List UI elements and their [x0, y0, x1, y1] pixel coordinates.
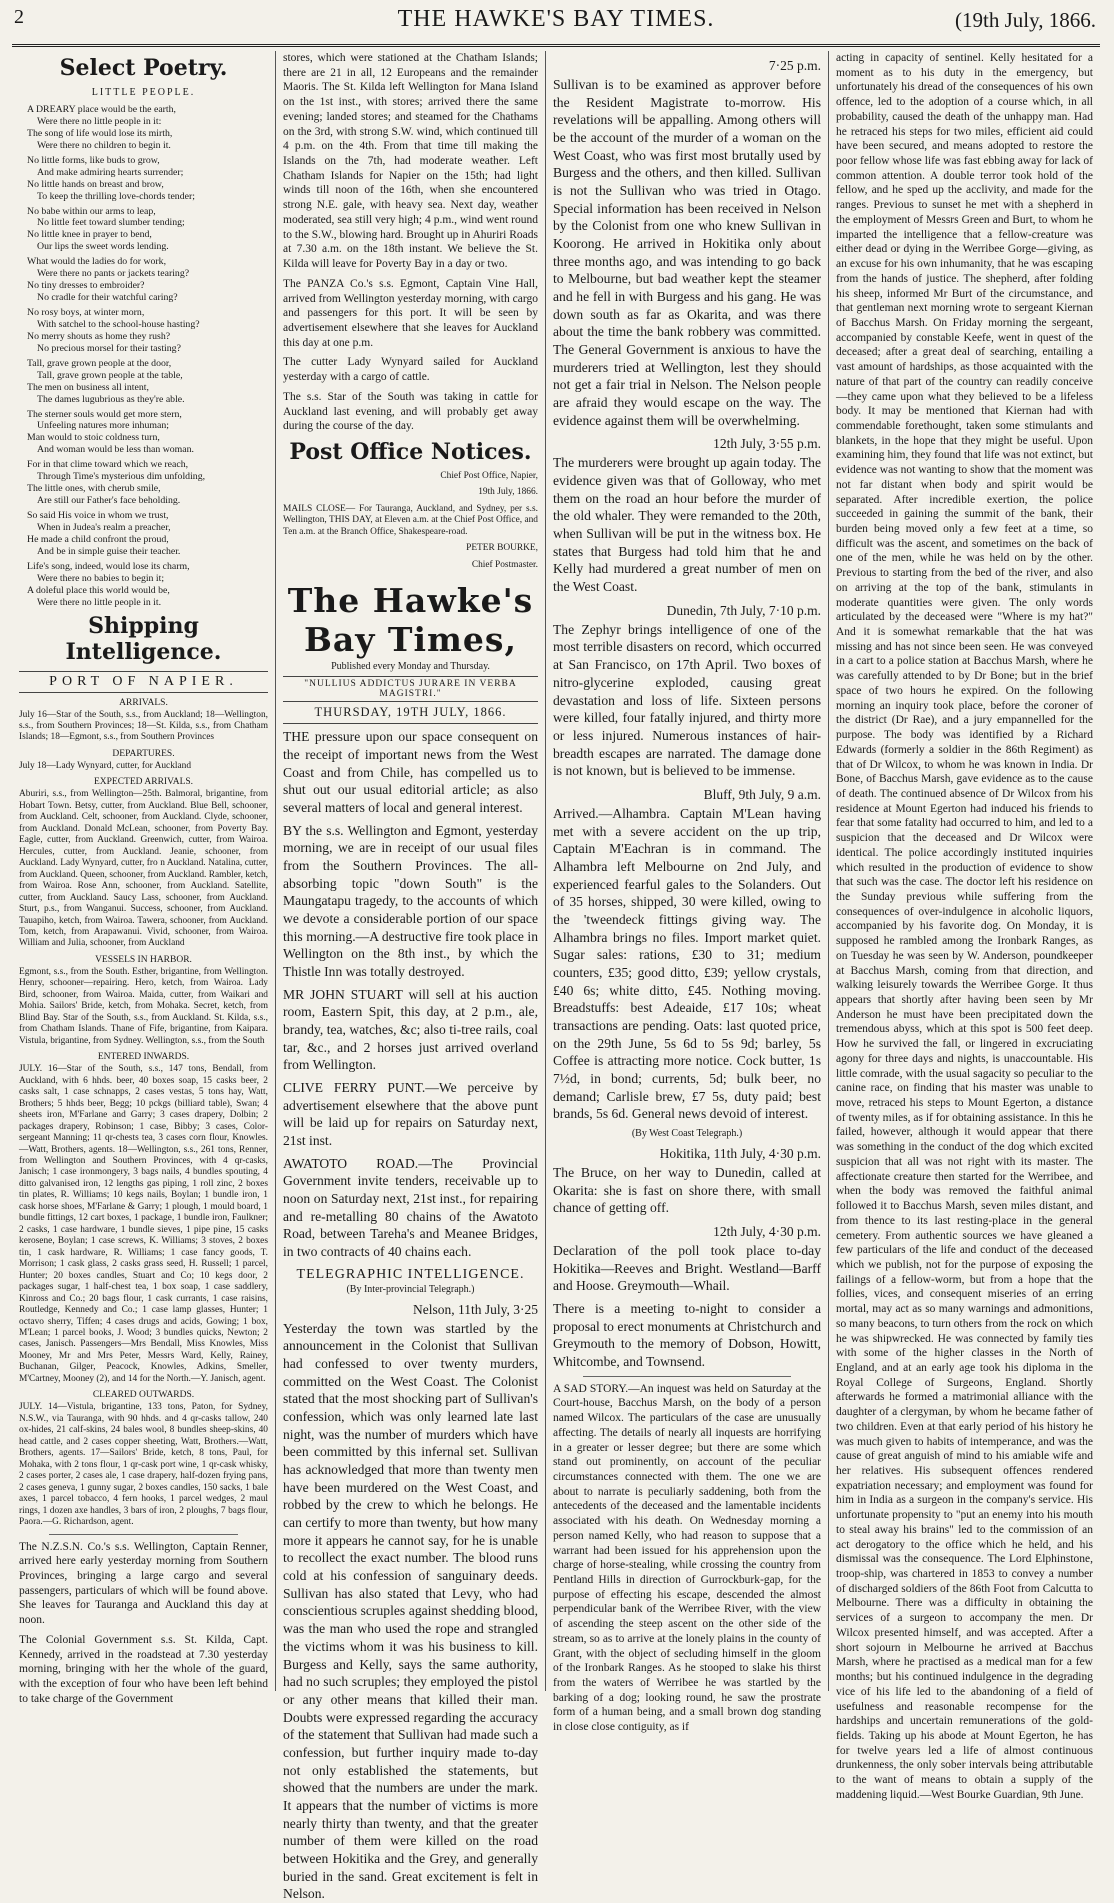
punt-notice: CLIVE FERRY PUNT.—We perceive by advertisement elsewhere that the above punt will be laid up for repairs on Saturday next, 21st inst. [283, 1080, 538, 1149]
poem-line: The dames lugubrious as they're able. [37, 393, 185, 405]
poem-line: So said His voice in whom we trust, [27, 510, 169, 521]
poem-line: No merry shouts as home they rush? [27, 330, 171, 342]
poem-line: To keep the thrilling love-chords tender; [37, 190, 195, 202]
sad-story-continued: acting in capacity of sentinel. Kelly hesitated for a moment as to his duty in the emergency, but unfortunately his dread of the consequences of his own offence, led to the adoption of a course which, in all probability, caused the death of the unhappy man. Had he retraced his steps for two miles, efficient aid could have been secured, and means adopted to restore the poor fellow whose life was fast ebbing away for lack of common attention. A double terror took hold of the fellow, and he sped up the acclivity, and made for the ranges. Previous to sunset he met with a shepherd in the employment of Messrs Green and Burt, to whom he imparted the intelligence that a fellow-creature was either dead or dying in the Werribee Gorge—giving, as an excuse for his own inhumanity, that he was escaping from the hands of justice. The shepherd, after folding his sheep, informed Mr Burt of the circumstance, and that gentleman next morning wrote to sergeant Kiernan of Bacchus Marsh. On Friday morning the sergeant, accompanied by constable Keefe, went in quest of the deceased; after a great deal of searching, entailing a vast amount of hardships, as those acquainted with the nature of that part of the country can readily conceive—they came upon what they believed to be a lifeless body. It may be mentioned that Kiernan had with commendable forethought, taken some stimulants and blankets, in the hope that they might be useful. Upon examining him, they found that life was not extinct, but evidence was not wanting to show that the moment was not far distant when body and spirit would be separated. After incredible exertion, the police succeeded in gaining the summit of the bank, their burden being moved only a few feet at a time, so difficult was the ascent, and sometimes on the back of one of the men, while he was held on by the other. Previous to starting from the bed of the river, and also on arriving at the top of the bank, stimulants in moderate quantities were given. The only words articulated by the deceased were "Where is my hat?" And it is somewhat remarkable that the hat was missing and has not since been seen. He was conveyed in a cart to a police station at Bacchus Marsh, where he was carefully attended to by Dr Bone; but in the brief space of two hours he expired. On the following morning an inquiry took place, before the coroner of the district (Dr Rae), and a jury empannelled for the purpose. The body was identified by a Richard Edwards (formerly a soldier in the 86th Regiment) as that of Dr Wilcox, to whom he was known in India. Dr Bone, of Bacchus Marsh, gave evidence as to the cause of death. The continued absence of Dr Wilcox from his residence at Mount Egerton had induced his friends to fear that some fatality had occurred to him, and led to a suspicion that the deceased and Dr Wilcox were identical. The police accordingly instituted inquiries which resulted in the production of evidence to show that such was the case. The doctor left his residence on the Sunday previous while suffering from the consequences of over-indulgence in alcoholic liquors, accompanied by his favorite dog. On Monday, it is supposed he rambled among the Ironbark Ranges, as on Tuesday he was seen by W. Anderson, poundkeeper at Bacchus Marsh, coming from that direction, and walking leisurely towards the Werribee Gorge. It thus appears that shortly after having been seen by Mr Anderson he must have been precipitated down the tremendous abyss, which at this spot is 500 feet deep. How he survived the fall, or lingered in excruciating agony for three days and nights, is unaccountable. His little comrade, with the usual sagacity so peculiar to the canine race, on finding that his master was unable to move, retraced his steps to Mount Egerton, a distance of twenty miles, as if for obtaining assistance. In this he failed, however, although it would appear that there was something in the conduct of the dog which excited suspicion that all was not right with its master. The affectionate creature then started for the Werribee, and when the body was removed the faithful animal followed it to Bacchus Marsh, seven miles distant, and from thence to its last resting-place in the general cemetery. From authentic sources we have gleaned a few particulars of the life and conduct of the deceased which we publish, not for the purpose of exposing the failings of a fellow-worm, but from a hope that the follies, vices, and consequent miseries of an erring mortal, may act as so many warnings and admonitions, so many beacons, to turn others from the rock on which he was shipwrecked. He was connected by family ties with some of the higher classes in the North of England, and at an early age took his diploma in the Royal College of Surgeons, England. Shortly afterwards he formed a matrimonial alliance with the daughter of a clergyman, by whom he became father of two children. Even at that early period of his history he was much given to habits of intemperance, and was the cause of great anguish of mind to his amiable wife and her relatives. His subsequent offences rendered expatriation necessary; and employment was found for him in India as a surgeon in the company's service. His unfortunate propensity to "put an enemy into his mouth to steal away his brains" led to the commission of an act derogatory to the office which he held, and his dismissal was the consequence. The Lord Elphinstone, troop-ship, was chartered in 1853 to convey a number of discharged soldiers of the 86th Foot from Calcutta to Melbourne. There was a difficulty in obtaining the services of a surgeon to accompany the men. Dr Wilcox presented himself, and was accepted. After a short sojourn in Melbourne he arrived at Bacchus Marsh, where he practised as a medical man for a few months; but his continued indulgence in the degrading vice of his life led to the abandoning of a field of usefulness and reasonable recompense for the hardships and uncertain remunerations of the gold-fields. Taking up his abode at Mount Egerton, he has for twelve years led a life of almost continuous drunkenness, the only sober intervals being attributable to the want of means to obtain a supply of the maddening liquid.—West Bourke Guardian, 9th June. [836, 52, 1093, 1801]
paper-title: The Hawke's Bay Times, [287, 581, 534, 660]
post-office-signature: PETER BOURKE, [466, 543, 538, 554]
column-4 [829, 51, 1100, 1801]
issue-date: (19th July, 1866. [955, 8, 1096, 32]
poem-line: He made a child confront the proud, [27, 533, 169, 545]
motto: "NULLIUS ADDICTUS JURARE IN VERBA MAGISTRI." [283, 676, 538, 702]
poem-line: When in Judea's realm a preacher, [37, 521, 171, 533]
poem-line: No babe within our arms to leap, [27, 205, 156, 217]
poem-title: LITTLE PEOPLE. [91, 87, 196, 98]
dateline: Bluff, 9th July, 9 a.m. [703, 786, 821, 802]
dateline: 12th July, 4·30 p.m. [713, 1223, 821, 1239]
telegram-body: The murderers were brought up again today. The evidence given was that of Golloway, who met them on the road an hour before the murder of the old whaler. They were remanded to the 20th, when Sullivan will be put in the witness box. He states that Burgess had told him that he and Kelly had murdered a great number of men on the West Coast. [553, 455, 821, 595]
poem-line: And be in simple guise their teacher. [37, 545, 181, 557]
cutter-note: The cutter Lady Wynyard sailed for Auckland yesterday with a cargo of cattle. [283, 356, 538, 384]
arrivals-heading: ARRIVALS. [119, 697, 168, 708]
poem-line: No little hands on breast and brow, [27, 178, 164, 190]
poem-line: No little forms, like buds to grow, [27, 154, 160, 166]
arrivals-list: July 16—Star of the South, s.s., from Auckland; 18—Wellington, s.s., from Southern Provinces; 18—St. Kilda, s.s., from Chatham Islands; 18—Egmont, s.s., from Southern Provinces [19, 709, 268, 743]
port-heading: PORT OF NAPIER. [19, 671, 268, 693]
egmont-arrival: The PANZA Co.'s s.s. Egmont, Captain Vine Hall, arrived from Wellington yesterday morning, with cargo and passengers for this port. It will be seen by advertisement elsewhere that she leaves for Auckland this day at one p.m. [283, 277, 538, 349]
telegraph-source: (By Inter-provincial Telegraph.) [346, 1283, 475, 1295]
telegram-body: Sullivan is to be examined as approver before the Resident Magistrate to-morrow. His revelations will be appalling. Among others will be the account of the murder of a woman on the West Coast, who was first most brutally used by Burgess and the others, and then killed. Sullivan is not the Sullivan who was tried in Otago. Special information has been received in Nelson by the Colonist from one who knew Sullivan in Koorong. He arrived in Hokitika only about three months ago, and was intending to go back to Melbourne, but bad weather kept the steamer and he fell in with Burgess and his gang. He was down south as far as Okarita, and was there about the time the bank robbery was committed. The General Government is anxious to have the murderers tried at Wellington, lest they should not get a fair trial in Nelson. The Nelson people are afraid they would escape on the way. The evidence against them will be overwhelming. [553, 77, 821, 428]
shipping-heading: Shipping Intelligence. [65, 612, 222, 665]
poem-line: Life's song, indeed, would lose its charm, [27, 560, 190, 572]
poem-line: Tall, grave grown people at the door, [27, 357, 172, 369]
poem-line: Are still our Father's face beholding. [37, 495, 181, 507]
inwards-heading: ENTERED INWARDS. [97, 1052, 190, 1063]
poem-line: And make admiring hearts surrender; [37, 166, 184, 178]
post-office-place: Chief Post Office, Napier, [440, 470, 538, 481]
poem-line: No rosy boys, at winter morn, [27, 307, 145, 318]
paper-name: THE HAWKE'S BAY TIMES. [397, 6, 715, 32]
columns [12, 51, 1100, 1902]
telegram-body: Arrived.—Alhambra. Captain M'Lean having met with a severe accident on the up trip, Captain M'Eachran is in command. The Alhambra left Melbourne on 2nd July, and experienced fearful gales to the Solanders. Out of 35 horses, shipped, 30 were killed, owing to the 'tweendeck fittings giving way. The Alhambra brings no files. Import market quiet. Sugar sales: rations, £30 to 31; medium counters, £35; good ditto, £39; yellow crystals, £40 6s; white ditto, £45. Nothing moving. Breadstuffs: best Adeaide, £17 10s; wheat transactions are pending. Oats: last quoted price, on the 29th June, 5s 6d to 5s 9d; barley, 5s Coffee is attracting more notice. Cock butter, 1s 7½d, in bond; currents, 5d; bulk beer, no demand; Carlisle brew, £7 5s, duty paid; best brands, 5s 6d. General news devoid of interest. [553, 805, 821, 1122]
telegraphic-heading: TELEGRAPHIC INTELLIGENCE. [296, 1266, 525, 1282]
poem-line: Were there no children to begin it. [37, 139, 171, 151]
publication-days: Published every Monday and Thursday. [331, 661, 490, 673]
column-1 [12, 51, 276, 1705]
poem-line: Were there no little people in it: [37, 115, 162, 127]
auction-notice: MR JOHN STUART will sell at his auction room, Eastern Spit, this day, at 2 p.m., ale, brandy, tea, watches, &c; also ti-tree rails, coal tar, &c., and 2 horses just arrived overland from Wellington. [283, 986, 538, 1073]
editorial-date: THURSDAY, 19TH JULY, 1866. [283, 705, 538, 724]
poem-line: A DREARY place would be the earth, [27, 104, 177, 115]
star-note: The s.s. Star of the South was taking in cattle for Auckland last evening, and will probably get away during the course of the day. [283, 390, 538, 433]
poem-line: Man would to stoic coldness turn, [27, 432, 160, 444]
poem-line: Were there no pants or jackets tearing? [37, 268, 190, 280]
road-notice: AWATOTO ROAD.—The Provincial Government invite tenders, receivable up to noon on Saturday next, 21st inst., for repairing and re-metalling 80 chains of the Awatoto Road, between Tareha's and Meanee Bridges, in two contracts of 40 chains each. [283, 1155, 538, 1260]
poem-line: What would the ladies do for work, [27, 256, 167, 268]
post-office-date: 19th July, 1866. [478, 487, 538, 498]
masthead [12, 4, 1100, 47]
poem [19, 104, 268, 609]
telegram-body: There is a meeting to-night to consider a proposal to erect monuments at Christchurch and Greymouth to the memory of Dobson, Howitt, Whitcombe, and Townsend. [553, 1300, 821, 1369]
poem-line: Our lips the sweet words lending. [37, 241, 169, 253]
poem-line: Unfeeling natures more inhuman; [37, 420, 169, 432]
dateline: 12th July, 3·55 p.m. [713, 436, 821, 452]
telegram-body: Declaration of the poll took place to-day Hokitika—Reeves and Bright. Westland—Barff and Hoose. Greymouth—Whail. [553, 1242, 821, 1294]
divider [49, 1534, 238, 1535]
editorial-note: THE pressure upon our space consequent on the receipt of important news from the West Coast and from Chile, has compelled us to shut out our usual editorial article; as also several matters of local and general interest. [283, 729, 538, 815]
poem-line: No little feet toward slumber tending; [37, 217, 185, 229]
dateline: Nelson, 11th July, 3·25 [413, 1301, 538, 1317]
outwards-heading: CLEARED OUTWARDS. [92, 1390, 195, 1401]
poem-line: The sterner souls would get more stern, [27, 408, 182, 420]
telegram-body: The Bruce, on her way to Dunedin, called at Okarita: she is fast on shore there, with small chance of getting off. [553, 1164, 821, 1216]
page-number: 2 [14, 6, 24, 28]
column-2 [276, 51, 546, 1902]
expected-heading: EXPECTED ARRIVALS. [93, 777, 194, 788]
vessels-list: Egmont, s.s., from the South. Esther, brigantine, from Wellington. Henry, schooner—repairing. Hero, ketch, from Wairoa. Lady Bird, schooner, from Wairoa. Maida, cutter, from Waikari and Mohia. Sailors' Bride, ketch, from Mohaka. Secret, ketch, from Blind Bay. Star of the South, s.s., from Auckland. St. Kilda, s.s., from Chatham Islands. Thane of Fife, brigantine, from Kaipara. Vistula, brigantine, from Sydney. Wellington, s.s., from the South [19, 966, 268, 1046]
dateline: Dunedin, 7th July, 7·10 p.m. [666, 602, 821, 618]
telegraph-source: (By West Coast Telegraph.) [631, 1127, 743, 1139]
poem-line: A doleful place this world would be, [27, 584, 170, 596]
poem-line: For in that clime toward which we reach, [27, 459, 189, 471]
poem-line: The little ones, with cherub smile, [27, 483, 161, 495]
telegram-body: Yesterday the town was startled by the announcement in the Colonist that Sullivan had confessed to over twenty murders, committed on the West Coast. The Colonist stated that the most shocking part of Sullivan's confession, which was only learned late last night, was the number of murders which have been committed by this infernal set. Sullivan has acknowledged that more than twenty men have been murdered on the West Coast, and robbed by the crew to which he belongs. He can certify to more than twenty, but how many more it appears he cannot say, for he is unable to recollect the exact number. The blood runs cold at his confession of sanguinary deeds. Sullivan has also stated that Levy, who had conscientious scruples against shedding blood, was the man who used the rope and strangled the victims whom it was his business to kill. Burgess and Kelly, says the same authority, had no such scruples; they employed the pistol or any other means that killed their man. Doubts were expressed regarding the accuracy of the statement that Sullivan had made such a confession, but further inquiry made to-day not only established the statements, but showed that the numbers are under the mark. It appears that the number of victims is more nearly thirty than twenty, and that the greater number of them were killed on the road between Hokitika and the Grey, and generally buried in the sand. Great excitement is felt in Nelson. [283, 1320, 538, 1902]
post-office-title: Chief Postmaster. [471, 559, 538, 570]
poem-line: With satchel to the school-house hasting? [37, 318, 200, 330]
inwards-list: JULY. 16—Star of the South, s.s., 147 tons, Bendall, from Auckland, with 6 hhds. beer, 40 boxes soap, 15 casks beer, 2 casks salt, 1 case schnapps, 2 cases vestas, 5 tons hay, Watt, Brothers; 5 hhds beer, Begg; 10 pckgs (billiard table), Swan; 4 sheets iron, M'Farlane and Garry; 3 cases drapery, Dolbin; 2 packages drapery, Robinson; 1 case, Bibby; 3 cases, Color-sergeant Manning; 11 qr-chests tea, 3 cases corn flour, Knowles.—Watt, Brothers, agents. 18—Wellington, s.s., 261 tons, Renner, from Wellington and Southern Provinces, with 4 qr-casks, Janisch; 1 case ironmongery, 3 bags nails, 4 bundles spouting, 4 ditto galvanised iron, 12 lengths gas piping, 1 roll zinc, 2 boxes tin plates, R. Williams; 10 kegs nails, Boylan; 1 bundle iron, 1 cask horse shoes, M'Farlane & Garry; 1 plough, 1 mould board, 1 bundle fittings, 12 cart boxes, 1 package, 1 bundle iron, Faulkner; 2 casks, 1 case hardware, 1 bundle sieves, 1 pipe pine, 15 casks kerosene, Boylan; 1 case screws, K. Williams; 3 stoves, 2 boxes tin, 1 cask hardware, R. Williams; 1 case fancy goods, T. Morrison; 1 cask glass, 2 casks grass seed, H. Russell; 1 parcel, Hunter; 20 boxes candles, Stuart and Co; 10 kegs door, 2 packages sugar, 1 half-chest tea, 1 box soap, 1 case saddlery, Kinross and Co.; 20 bags flour, 1 cask currants, 1 case raisins, Routledge, Kennedy and Co.; 1 case lamp glasses, Hunter; 1 octavo sherry, Tiffen; 4 cases drugs and acids, Gowing; 1 box, M'Lean; 1 parcel books, J. Wood; 3 bundles quicks, Newton; 2 cases, Janisch. Passengers—Mrs Bendall, Miss Knowles, Miss Mooney, Mr and Mrs Peter, Messrs Ward, Kelly, Rainey, Buchanan, Gilger, Peacock, Knowles, Adkins, Smeller, M'Cartney, Mooney (2), and 14 for the North.—Y. Janisch, agent. [19, 1064, 268, 1384]
expected-list: Aburiri, s.s., from Wellington—25th. Balmoral, brigantine, from Hobart Town. Betsy, cutter, from Auckland. Blue Bell, schooner, from Auckland. Celt, schooner, from Auckland. Clyde, schooner, from Auckland. Donald McLean, schooner, from Poverty Bay. Eagle, cutter, from Auckland. Greenwich, cutter, from Wairoa. Hercules, cutter, from Auckland. Jeanie, schooner, from Auckland. Lady Wynyard, cutter, fro n Auckland. Natalina, cutter, from Auckland. Queen, schooner, from Auckland. Rambler, ketch, from Wairoa. Rose Ann, schooner, from Auckland. Satellite, cutter, from Auckland. Saucy Lass, schooner, from Auckland. Sturt, p.s., from Wanganui. Success, schooner, from Auckland. Tauapiho, ketch, from Wairoa. Tawera, schooner, from Auckland. Tom, ketch, from Arapawanui. Vivid, schooner, from Wairoa. William and Julia, schooner, from Auckland [19, 789, 268, 949]
poem-line: The men on business all intent, [27, 381, 149, 393]
vessels-heading: VESSELS IN HARBOR. [95, 954, 192, 965]
poem-line: Tall, grave grown people at the table, [37, 369, 183, 381]
poem-line: The song of life would lose its mirth, [27, 127, 173, 139]
poem-line: No precious morsel for their tasting? [37, 342, 181, 354]
shipping-continued: stores, which were stationed at the Chatham Islands; there are 21 in all, 12 Europeans and the remainder Maoris. The St. Kilda left Wellington for Mana Island on the 1st inst., with stores; arrived there the same evening; landed stores; and steamed for the Chathams on the 3rd, with strong S.W. wind, which continued till 4 p.m. on the 4th. From that time till making the Islands on the 7th, had moderate weather. Left Chatham Islands for Napier on the 15th; had light winds till noon of the 16th, when she encountered strong N.E. gale, with heavy sea. Next day, weather moderated, sea still very high; 4 p.m., wind went round to the S.W., blowing hard. Brought up in Ahuriri Roads at 7.30 a.m. on the 18th instant. We believe the St. Kilda will leave for Poverty Bay in a day or two. [283, 52, 538, 271]
poetry-heading: Select Poetry. [59, 55, 228, 81]
divider [583, 1376, 791, 1377]
sad-story-article: A SAD STORY.—An inquest was held on Saturday at the Court-house, Bacchus Marsh, on the body of a person named Wilcox. The particulars of the case are unusually affecting. The details of nearly all inquests are horrifying in a greater or lesser degree; but there are some which stand out prominently, on account of the peculiar circumstances connected with them. The one we are about to narrate is peculiarly saddening, both from the antecedents of the deceased and the lamentable incidents associated with his death. On Wednesday morning a person named Kelly, who had reason to suppose that a warrant had been issued for his apprehension upon the charge of horse-stealing, while crossing the country from Pentland Hills in direction of Gurrockburk-gap, for the purpose of effecting his escape, descended the almost perpendicular bank of the Werribee River, with the view of ascending the steep ascent on the other side of the stream, so as to arrive at the lonely plains in the county of Grant, with the object of secluding himself in the gloom of the Ironbark Ranges. As he stooped to slake his thirst from the waters of Werribee he was startled by the barking of a dog; looking round, he saw the prostrate form of a human being, and a small brown dog standing in close close contiguity, as if [553, 1382, 821, 1734]
st-kilda-arrival: The Colonial Government s.s. St. Kilda, Capt. Kennedy, arrived in the roadstead at 7.30 yesterday morning, bringing with her the whole of the guard, with the exception of four who have been left behind to take charge of the Government [19, 1633, 268, 1705]
dateline: Hokitika, 11th July, 4·30 p.m. [659, 1145, 821, 1161]
dateline: 7·25 p.m. [768, 58, 821, 73]
poem-line: No tiny dresses to embroider? [27, 280, 145, 292]
column-3 [546, 51, 829, 1734]
wellington-arrival: The N.Z.S.N. Co.'s s.s. Wellington, Captain Renner, arrived here early yesterday morning from Southern Provinces, bringing a large cargo and several passengers, particulars of which will be found above. She leaves for Tauranga and Auckland this day at noon. [19, 1540, 268, 1627]
departures-heading: DEPARTURES. [112, 748, 175, 759]
telegram-body: The Zephyr brings intelligence of one of the most terrible disasters on record, which occurred at San Francisco, on 17th April. Two boxes of nitro-glycerine exploded, causing great devastation and loss of life. Sixteen persons were killed, four fatally injured, and thirty more or less injured. Numerous instances of hair-breadth escapes are narrated. The damage done is not known, but is believed to be immense. [553, 621, 821, 779]
poem-line: Through Time's mysterious dim unfolding, [37, 471, 206, 483]
departures-list: July 18—Lady Wynyard, cutter, for Auckland [19, 760, 192, 771]
poem-line: And woman would be less than woman. [37, 444, 194, 456]
poem-line: Were there no little people in it. [37, 596, 162, 608]
outwards-list: JULY. 14—Vistula, brigantine, 133 tons, Paton, for Sydney, N.S.W., via Tauranga, with 90 hhds. and 4 qr-casks tallow, 240 ox-hides, 21 calf-skins, 24 bales wool, 8 bundles sheep-skins, 40 head cattle, and 2 cases copper sheeting, Watt, Brothers.—Watt, Brothers, agents. 17—Sailors' Bride, ketch, 8 tons, Paul, for Mohaka, with 2 tons flour, 1 qr-cask port wine, 1 qr-cask whisky, 2 cases porter, 2 cases ale, 1 case drapery, half-dozen frying pans, 2 cases geneva, 1 gunny sugar, 2 boxes candles, 150 sacks, 1 bale axes, 1 parcel tobacco, 4 fern hooks, 1 parcel wedges, 2 maul rings, 1 dozen axe handles, 3 bars of iron, 2 ploughs, 7 bags flour, Paora.—G. Richardson, agent. [19, 1402, 268, 1528]
southern-files: BY the s.s. Wellington and Egmont, yesterday morning, we are in receipt of our usual files from the Southern Provinces. The all-absorbing topic "down South" is the Maungatapu tragedy, to the accounts of which we devote a considerable portion of our space this morning.—A destructive fire took place in Wellington on the 8th inst., by which the Thistle Inn was totally destroyed. [283, 822, 538, 979]
poem-line: No little knee in prayer to bend, [27, 229, 152, 241]
poem-line: No cradle for their watchful caring? [37, 292, 178, 304]
poem-line: Were there no babies to begin it; [37, 572, 165, 584]
post-office-heading: Post Office Notices. [289, 438, 532, 465]
post-office-notice: MAILS CLOSE— For Tauranga, Auckland, and Sydney, per s.s. Wellington, THIS DAY, at Eleven a.m. at the Chief Post Office, and Ten a.m. at the Branch Office, Shakespeare-road. [283, 503, 538, 537]
